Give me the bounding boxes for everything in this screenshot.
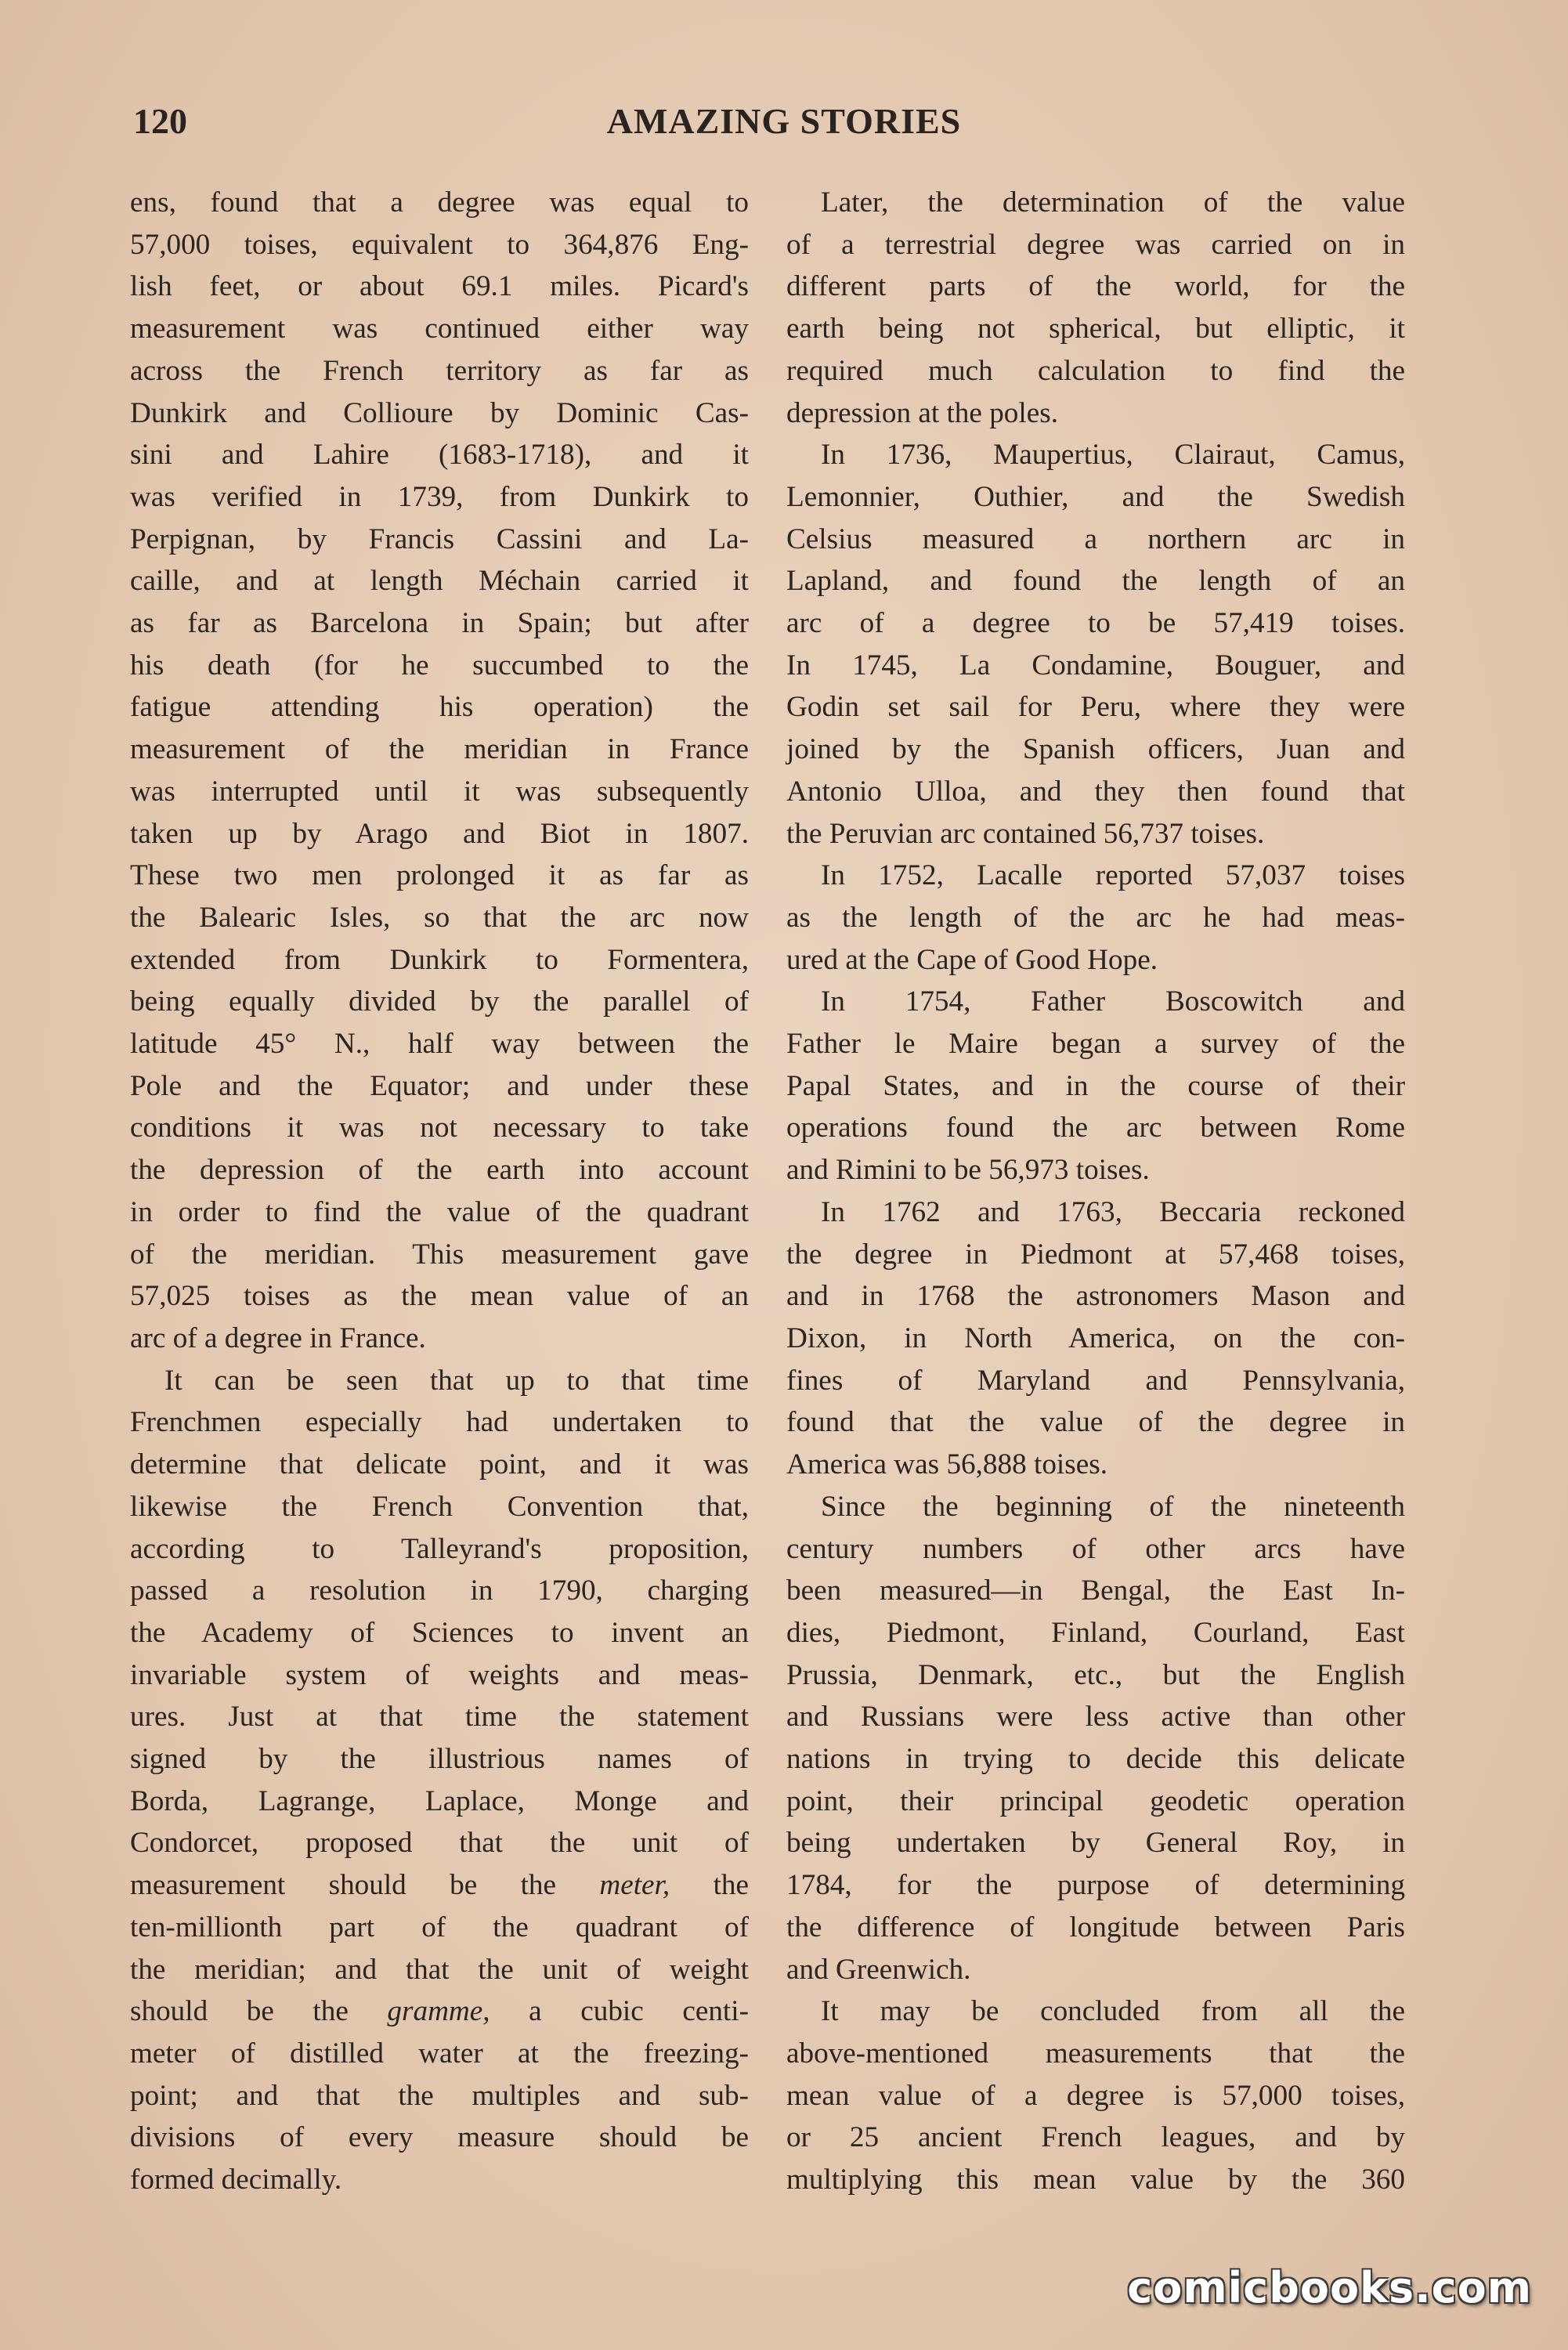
text-line: joined by the Spanish officers, Juan and — [786, 733, 1405, 766]
text-line: Dunkirk and Collioure by Dominic Cas- — [130, 396, 749, 429]
text-line: Later, the determination of the value — [821, 186, 1405, 219]
text-line: and in 1768 the astronomers Mason and — [786, 1280, 1405, 1313]
text-line: Celsius measured a northern arc in — [786, 522, 1405, 555]
text-line: In 1754, Father Boscowitch and — [821, 985, 1405, 1018]
text-line: caille, and at length Méchain carried it — [130, 565, 749, 598]
page-header — [133, 100, 1435, 163]
text-line: lish feet, or about 69.1 miles. Picard's — [130, 270, 749, 303]
text-line: arc of a degree to be 57,419 toises. — [786, 607, 1405, 640]
text-line: been measured—in Bengal, the East In- — [786, 1574, 1405, 1607]
text-line: signed by the illustrious names of — [130, 1743, 749, 1776]
text-line: depression at the poles. — [786, 396, 1058, 429]
text-line: It may be concluded from all the — [821, 1995, 1405, 2028]
text-line: the difference of longitude between Paris — [786, 1911, 1405, 1943]
text-line: Godin set sail for Peru, where they were — [786, 691, 1405, 724]
text-line: determine that delicate point, and it was — [130, 1448, 749, 1481]
text-line: point; and that the multiples and sub- — [130, 2079, 749, 2112]
text-line: It can be seen that up to that time — [164, 1364, 749, 1397]
text-line: the Peruvian arc contained 56,737 toises. — [786, 817, 1265, 850]
text-line: measurement of the meridian in France — [130, 733, 749, 766]
text-line: ens, found that a degree was equal to — [130, 186, 749, 219]
text-line: Pole and the Equator; and under these — [130, 1069, 749, 1102]
text-line: or 25 ancient French leagues, and by — [786, 2121, 1405, 2154]
text-line: as far as Barcelona in Spain; but after — [130, 607, 749, 640]
text-line: his death (for he succumbed to the — [130, 649, 749, 682]
text-line: of a terrestrial degree was carried on in — [786, 228, 1405, 261]
text-fragment: should be the — [130, 1995, 388, 2028]
text-line: Condorcet, proposed that the unit of — [130, 1827, 749, 1860]
text-line: arc of a degree in France. — [130, 1321, 426, 1354]
text-fragment: measurement should be the — [130, 1869, 600, 1902]
text-line: divisions of every measure should be — [130, 2121, 749, 2154]
text-line: ured at the Cape of Good Hope. — [786, 943, 1158, 976]
text-line: the degree in Piedmont at 57,468 toises, — [786, 1238, 1405, 1271]
text-line: ten-millionth part of the quadrant of — [130, 1911, 749, 1943]
text-fragment: the — [670, 1869, 749, 1902]
text-line: taken up by Arago and Biot in 1807. — [130, 817, 749, 850]
text-line: found that the value of the degree in — [786, 1406, 1405, 1439]
text-line: nations in trying to decide this delicate — [786, 1743, 1405, 1776]
text-line: invariable system of weights and meas- — [130, 1658, 749, 1691]
watermark: comicbooks.com — [1127, 2263, 1532, 2312]
text-line: In 1745, La Condamine, Bouguer, and — [786, 649, 1405, 682]
text-line: in order to find the value of the quadrant — [130, 1195, 749, 1228]
right-column — [786, 182, 1405, 2201]
text-line: formed decimally. — [130, 2164, 342, 2196]
text-line: was verified in 1739, from Dunkirk to — [130, 480, 749, 513]
text-line: according to Talleyrand's proposition, — [130, 1532, 749, 1565]
text-line: Lapland, and found the length of an — [786, 565, 1405, 598]
text-line: likewise the French Convention that, — [130, 1490, 749, 1523]
text-line: Papal States, and in the course of their — [786, 1069, 1405, 1102]
text-line: different parts of the world, for the — [786, 270, 1405, 303]
text-line: In 1762 and 1763, Beccaria reckoned — [821, 1195, 1405, 1228]
text-line: and Rimini to be 56,973 toises. — [786, 1154, 1150, 1187]
text-line: earth being not spherical, but elliptic, it — [786, 313, 1405, 345]
text-line: across the French territory as far as — [130, 354, 749, 387]
text-line: and Greenwich. — [786, 1953, 971, 1986]
text-line: fatigue attending his operation) the — [130, 691, 749, 724]
text-line: Lemonnier, Outhier, and the Swedish — [786, 480, 1405, 513]
text-line: conditions it was not necessary to take — [130, 1112, 749, 1144]
text-line: mean value of a degree is 57,000 toises, — [786, 2079, 1405, 2112]
text-line: being equally divided by the parallel of — [130, 985, 749, 1018]
text-line: century numbers of other arcs have — [786, 1532, 1405, 1565]
text-line: was interrupted until it was subsequently — [130, 775, 749, 808]
text-line: 1784, for the purpose of determining — [786, 1869, 1405, 1902]
text-line: the meridian; and that the unit of weight — [130, 1953, 749, 1986]
text-line — [130, 1990, 749, 2033]
page-number: 120 — [133, 101, 187, 141]
text-line: as the length of the arc he had meas- — [786, 901, 1405, 934]
text-line: and Russians were less active than other — [786, 1701, 1405, 1734]
text-line: Frenchmen especially had undertaken to — [130, 1406, 749, 1439]
text-line: of the meridian. This measurement gave — [130, 1238, 749, 1271]
text-line: 57,000 toises, equivalent to 364,876 Eng- — [130, 228, 749, 261]
text-line: 57,025 toises as the mean value of an — [130, 1280, 749, 1313]
text-line: extended from Dunkirk to Formentera, — [130, 943, 749, 976]
text-line: In 1736, Maupertius, Clairaut, Camus, — [821, 439, 1405, 472]
text-line: Prussia, Denmark, etc., but the English — [786, 1658, 1405, 1691]
text-line: the Balearic Isles, so that the arc now — [130, 901, 749, 934]
text-line: Borda, Lagrange, Laplace, Monge and — [130, 1784, 749, 1817]
text-line: passed a resolution in 1790, charging — [130, 1574, 749, 1607]
text-line: the depression of the earth into account — [130, 1154, 749, 1187]
text-line: above-mentioned measurements that the — [786, 2037, 1405, 2070]
text-line: point, their principal geodetic operation — [786, 1784, 1405, 1817]
left-column — [130, 182, 749, 2201]
text-fragment: a cubic centi- — [490, 1995, 749, 2028]
text-line: the Academy of Sciences to invent an — [130, 1616, 749, 1649]
text-line: Perpignan, by Francis Cassini and La- — [130, 522, 749, 555]
text-line: latitude 45° N., half way between the — [130, 1028, 749, 1061]
text-line: ures. Just at that time the statement — [130, 1701, 749, 1734]
text-line: These two men prolonged it as far as — [130, 859, 749, 892]
text-line — [130, 1864, 749, 1907]
text-line: being undertaken by General Roy, in — [786, 1827, 1405, 1860]
text-line: multiplying this mean value by the 360 — [786, 2164, 1405, 2196]
text-line: meter of distilled water at the freezing- — [130, 2037, 749, 2070]
text-line: America was 56,888 toises. — [786, 1448, 1108, 1481]
italic-term-meter: meter, — [599, 1869, 670, 1902]
text-line: Since the beginning of the nineteenth — [821, 1490, 1405, 1523]
text-line: Antonio Ulloa, and they then found that — [786, 775, 1405, 808]
text-line: fines of Maryland and Pennsylvania, — [786, 1364, 1405, 1397]
text-line: sini and Lahire (1683-1718), and it — [130, 439, 749, 472]
text-line: Father le Maire began a survey of the — [786, 1028, 1405, 1061]
text-line: Dixon, in North America, on the con- — [786, 1321, 1405, 1354]
text-line: dies, Piedmont, Finland, Courland, East — [786, 1616, 1405, 1649]
text-line: In 1752, Lacalle reported 57,037 toises — [821, 859, 1405, 892]
text-line: measurement was continued either way — [130, 313, 749, 345]
text-line: operations found the arc between Rome — [786, 1112, 1405, 1144]
running-head: AMAZING STORIES — [606, 101, 962, 141]
text-line: required much calculation to find the — [786, 354, 1405, 387]
italic-term-gramme: gramme, — [387, 1995, 490, 2028]
